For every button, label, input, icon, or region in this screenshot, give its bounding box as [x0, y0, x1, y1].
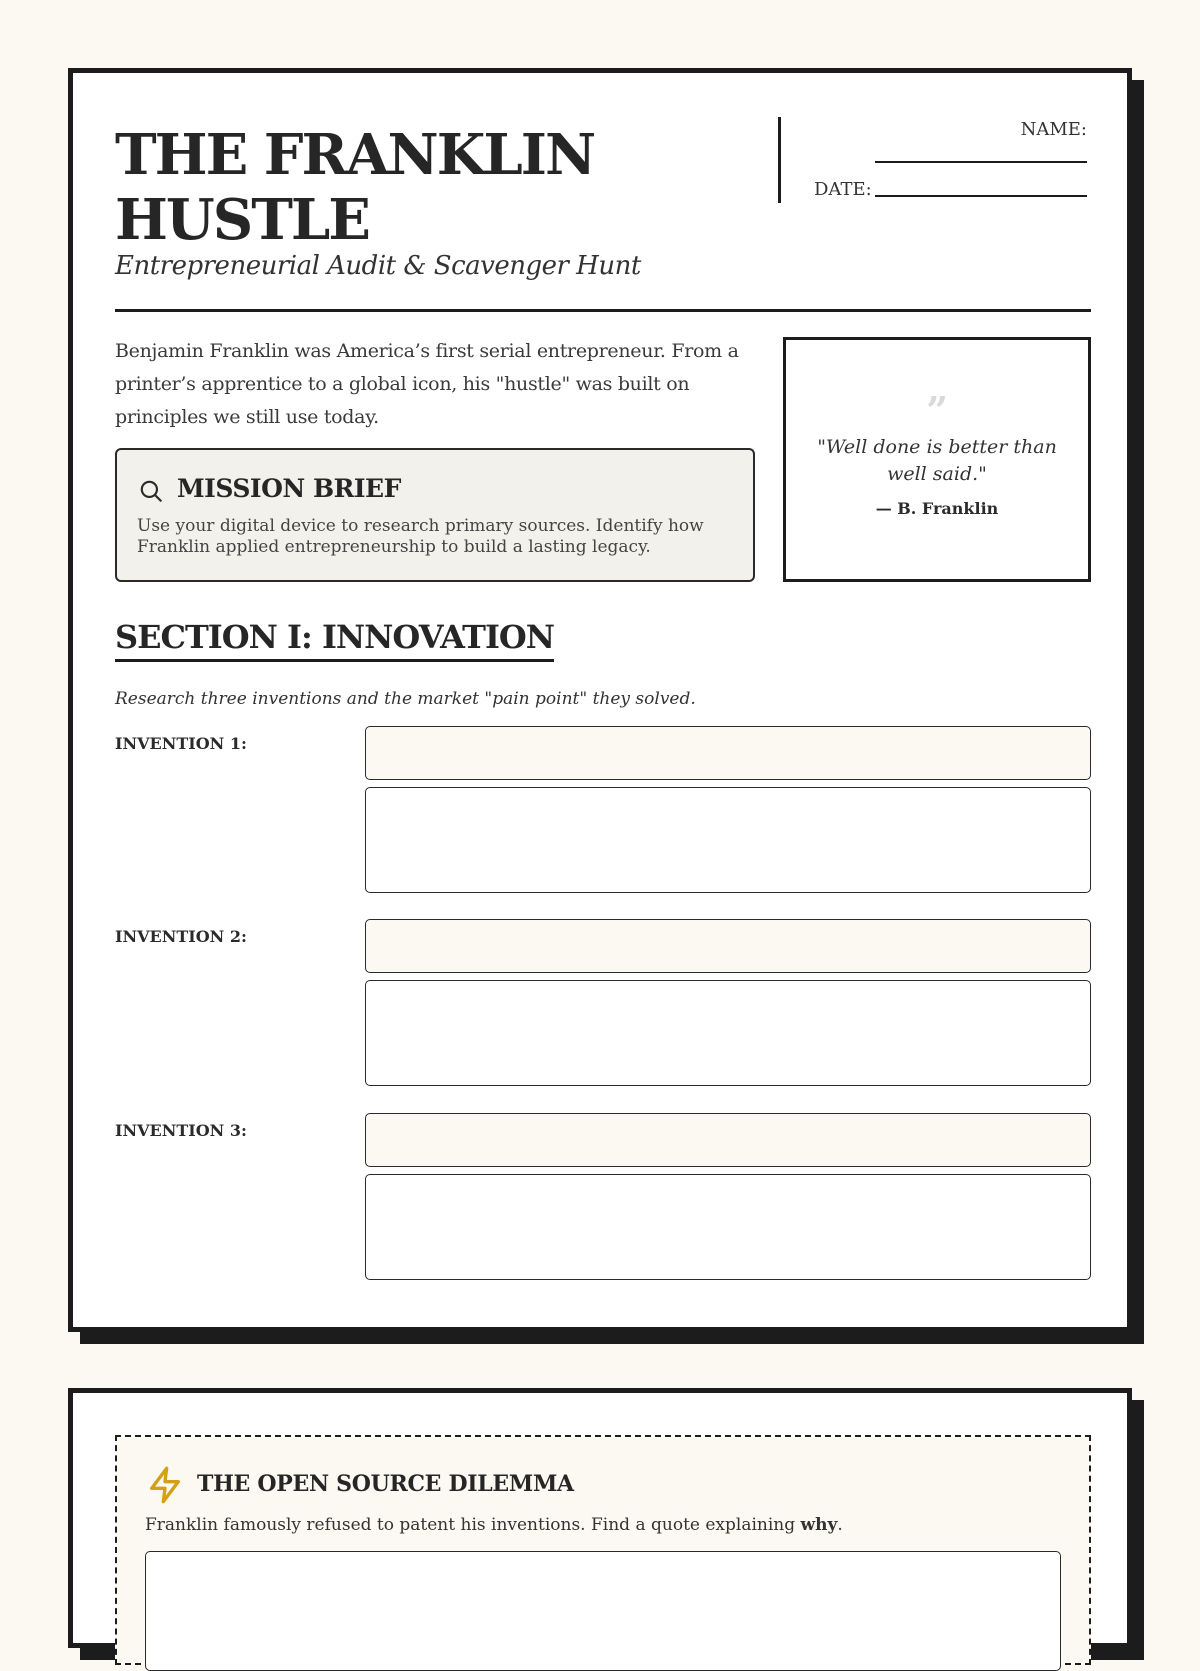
intro-paragraph: Benjamin Franklin was America’s first serial entrepreneur. From a printer’s apprentice to a global icon, his "hustle" was built on principles we still use today. — [115, 340, 739, 428]
title-line-1: THE FRANKLIN — [115, 122, 595, 188]
invention-2-label: INVENTION 2: — [115, 927, 247, 946]
invention-2-name-field[interactable] — [365, 919, 1091, 973]
name-label: NAME: — [1020, 119, 1087, 140]
mission-brief-box — [115, 448, 755, 582]
dilemma-text-start: Franklin famously refused to patent his inventions. Find a quote explaining — [145, 1515, 801, 1535]
quote-text: "Well done is better than well said." — [817, 436, 1057, 485]
header-rule — [115, 309, 1091, 312]
section-title: SECTION I: INNOVATION — [115, 617, 554, 662]
section-instruction: Research three inventions and the market "pain point" they solved. — [115, 689, 696, 709]
mission-brief-text: Use your digital device to research primary sources. Identify how Franklin applied entrepreneurship to build a lasting legacy. — [137, 516, 704, 557]
open-source-answer-field[interactable] — [145, 1551, 1061, 1671]
open-source-dilemma-title: THE OPEN SOURCE DILEMMA — [197, 1471, 574, 1497]
worksheet-page-2 — [68, 1388, 1132, 1648]
header-divider — [778, 117, 781, 203]
page-subtitle: Entrepreneurial Audit & Scavenger Hunt — [115, 251, 641, 281]
invention-1-description-field[interactable] — [365, 787, 1091, 893]
title-line-2: HUSTLE — [115, 187, 369, 253]
quote-author: — B. Franklin — [875, 499, 999, 518]
invention-3-label: INVENTION 3: — [115, 1121, 247, 1140]
open-source-dilemma-box — [115, 1435, 1091, 1665]
date-field[interactable] — [875, 195, 1087, 197]
invention-3-name-field[interactable] — [365, 1113, 1091, 1167]
dilemma-text-emphasis: why — [800, 1515, 838, 1535]
mission-brief-title: MISSION BRIEF — [177, 474, 401, 503]
page-title — [115, 123, 715, 253]
worksheet-page-1 — [68, 68, 1132, 1332]
invention-2-description-field[interactable] — [365, 980, 1091, 1086]
quote-box — [783, 337, 1091, 582]
quote-mark-icon: ” — [926, 388, 948, 433]
name-field[interactable] — [875, 161, 1087, 163]
invention-1-label: INVENTION 1: — [115, 734, 247, 753]
invention-3-description-field[interactable] — [365, 1174, 1091, 1280]
date-label: DATE: — [814, 179, 872, 200]
dilemma-text-end: . — [837, 1515, 843, 1535]
open-source-dilemma-text — [145, 1515, 843, 1535]
lightning-bolt-icon — [145, 1465, 185, 1505]
invention-1-name-field[interactable] — [365, 726, 1091, 780]
search-icon — [138, 478, 164, 504]
